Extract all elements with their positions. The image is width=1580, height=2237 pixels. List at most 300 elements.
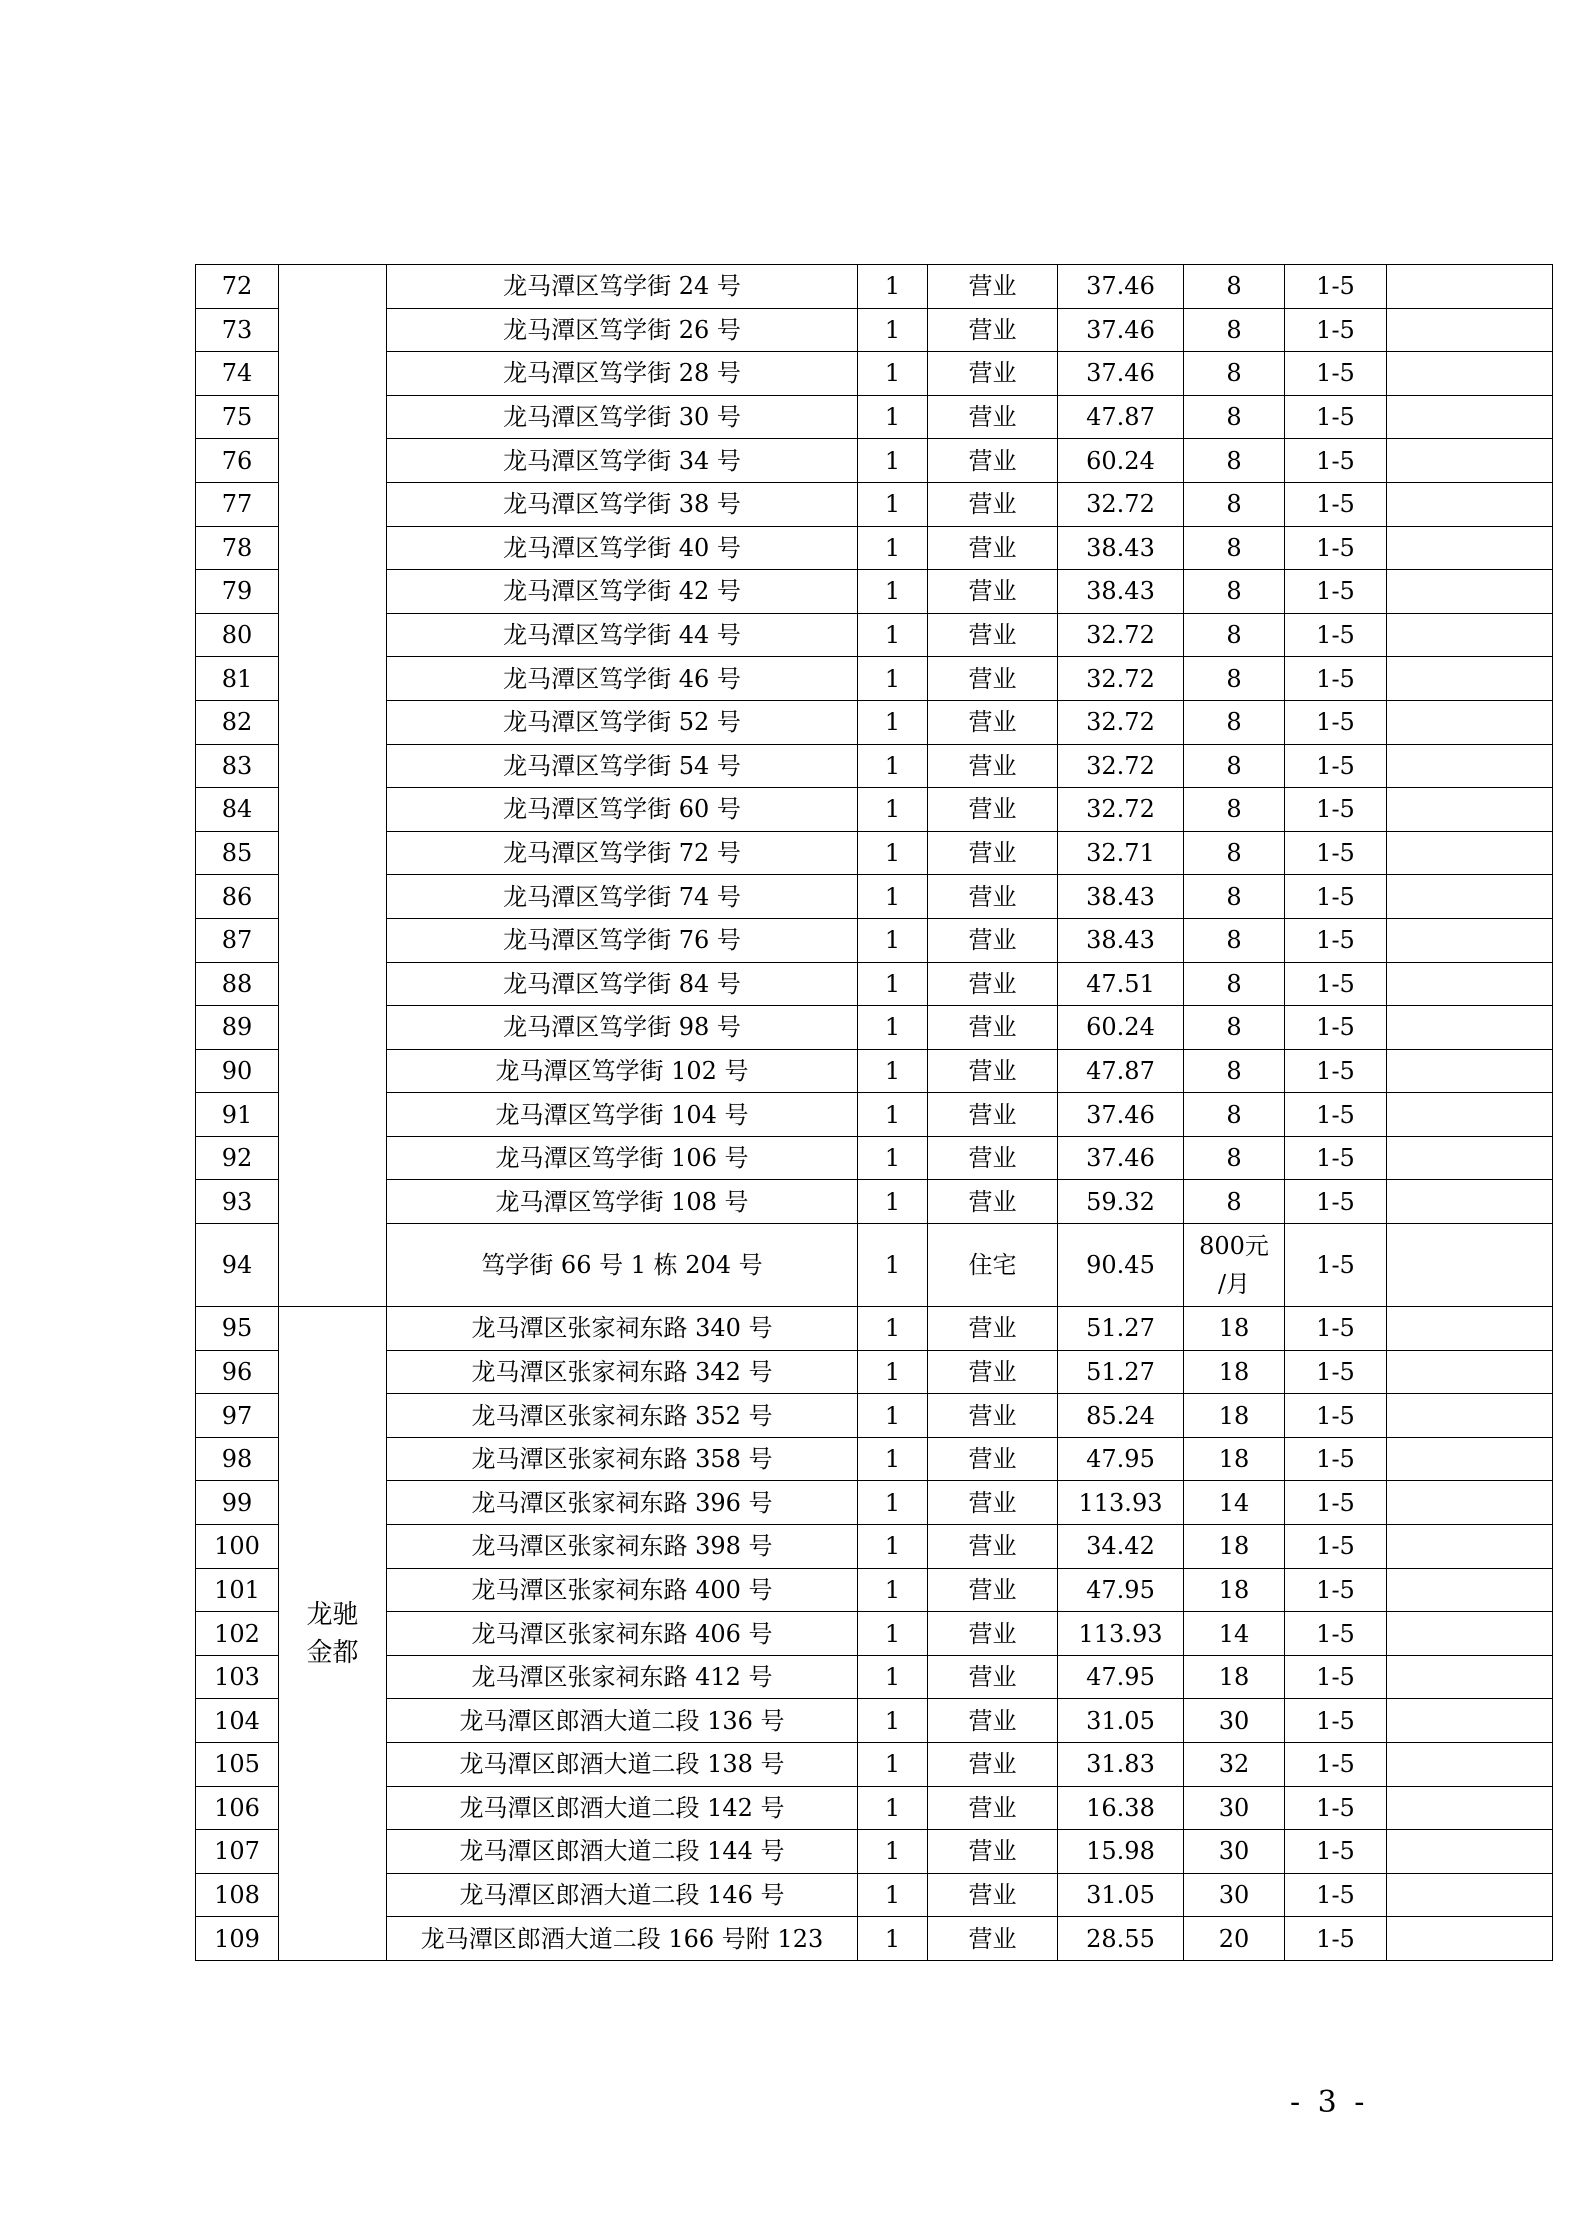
usage-cell: 营业: [928, 570, 1058, 614]
term-cell: 1-5: [1285, 1180, 1387, 1224]
term-cell: 1-5: [1285, 1481, 1387, 1525]
row-number-cell: 80: [196, 613, 279, 657]
quantity-cell: 1: [858, 1394, 928, 1438]
usage-cell: 营业: [928, 744, 1058, 788]
area-cell: 38.43: [1058, 526, 1184, 570]
rent-cell: 18: [1184, 1394, 1285, 1438]
table-row: [196, 700, 1553, 744]
area-cell: 37.46: [1058, 308, 1184, 352]
row-number-cell: 79: [196, 570, 279, 614]
quantity-cell: 1: [858, 308, 928, 352]
table-row: [196, 1481, 1553, 1525]
area-cell: 47.87: [1058, 395, 1184, 439]
quantity-cell: 1: [858, 482, 928, 526]
table-row: [196, 962, 1553, 1006]
note-cell: [1387, 352, 1553, 396]
rent-cell: 8: [1184, 1136, 1285, 1180]
row-number-cell: 84: [196, 788, 279, 832]
row-number-cell: 93: [196, 1180, 279, 1224]
usage-cell: 营业: [928, 352, 1058, 396]
term-cell: 1-5: [1285, 1873, 1387, 1917]
area-cell: 59.32: [1058, 1180, 1184, 1224]
address-cell: 龙马潭区张家祠东路 412 号: [387, 1655, 858, 1699]
table-row: [196, 1049, 1553, 1093]
usage-cell: 营业: [928, 1307, 1058, 1351]
quantity-cell: 1: [858, 1873, 928, 1917]
row-number-cell: 94: [196, 1224, 279, 1307]
area-cell: 47.95: [1058, 1568, 1184, 1612]
row-number-cell: 88: [196, 962, 279, 1006]
area-cell: 38.43: [1058, 570, 1184, 614]
rent-cell: 14: [1184, 1612, 1285, 1656]
term-cell: 1-5: [1285, 1699, 1387, 1743]
address-cell: 龙马潭区笃学街 52 号: [387, 700, 858, 744]
usage-cell: 营业: [928, 1655, 1058, 1699]
usage-cell: 营业: [928, 526, 1058, 570]
quantity-cell: 1: [858, 439, 928, 483]
address-cell: 笃学街 66 号 1 栋 204 号: [387, 1224, 858, 1307]
note-cell: [1387, 1612, 1553, 1656]
usage-cell: 营业: [928, 265, 1058, 309]
area-cell: 37.46: [1058, 265, 1184, 309]
term-cell: 1-5: [1285, 1568, 1387, 1612]
rent-cell: [1184, 1224, 1285, 1307]
table-row: [196, 265, 1553, 309]
rent-cell: 30: [1184, 1786, 1285, 1830]
rent-cell: 18: [1184, 1568, 1285, 1612]
table-row: [196, 308, 1553, 352]
table-row: [196, 1093, 1553, 1137]
table-row: [196, 1873, 1553, 1917]
usage-cell: 营业: [928, 1830, 1058, 1874]
quantity-cell: 1: [858, 265, 928, 309]
term-cell: 1-5: [1285, 1786, 1387, 1830]
note-cell: [1387, 1743, 1553, 1787]
row-number-cell: 72: [196, 265, 279, 309]
usage-cell: 营业: [928, 1394, 1058, 1438]
row-number-cell: 91: [196, 1093, 279, 1137]
address-cell: 龙马潭区笃学街 98 号: [387, 1006, 858, 1050]
rent-cell: 8: [1184, 395, 1285, 439]
note-cell: [1387, 1180, 1553, 1224]
table-row: [196, 1350, 1553, 1394]
row-number-cell: 74: [196, 352, 279, 396]
usage-cell: 营业: [928, 1049, 1058, 1093]
table-row: [196, 570, 1553, 614]
area-cell: 47.87: [1058, 1049, 1184, 1093]
quantity-cell: 1: [858, 1180, 928, 1224]
rent-cell: 8: [1184, 613, 1285, 657]
rent-cell: 18: [1184, 1655, 1285, 1699]
area-cell: 32.72: [1058, 700, 1184, 744]
note-cell: [1387, 1873, 1553, 1917]
usage-cell: 营业: [928, 700, 1058, 744]
quantity-cell: 1: [858, 1699, 928, 1743]
quantity-cell: 1: [858, 570, 928, 614]
row-number-cell: 100: [196, 1525, 279, 1569]
address-cell: 龙马潭区郎酒大道二段 138 号: [387, 1743, 858, 1787]
table-row: [196, 1743, 1553, 1787]
row-number-cell: 99: [196, 1481, 279, 1525]
note-cell: [1387, 788, 1553, 832]
note-cell: [1387, 308, 1553, 352]
term-cell: 1-5: [1285, 1655, 1387, 1699]
note-cell: [1387, 1655, 1553, 1699]
quantity-cell: 1: [858, 1830, 928, 1874]
quantity-cell: 1: [858, 1049, 928, 1093]
usage-cell: 营业: [928, 1350, 1058, 1394]
term-cell: 1-5: [1285, 1093, 1387, 1137]
usage-cell: 营业: [928, 613, 1058, 657]
usage-cell: 营业: [928, 308, 1058, 352]
table-row: [196, 1307, 1553, 1351]
usage-cell: 营业: [928, 482, 1058, 526]
usage-cell: 营业: [928, 1743, 1058, 1787]
row-number-cell: 89: [196, 1006, 279, 1050]
area-cell: 34.42: [1058, 1525, 1184, 1569]
note-cell: [1387, 482, 1553, 526]
area-cell: 31.83: [1058, 1743, 1184, 1787]
term-cell: 1-5: [1285, 482, 1387, 526]
quantity-cell: 1: [858, 526, 928, 570]
usage-cell: 营业: [928, 1786, 1058, 1830]
row-number-cell: 85: [196, 831, 279, 875]
area-cell: 31.05: [1058, 1699, 1184, 1743]
note-cell: [1387, 1830, 1553, 1874]
row-number-cell: 86: [196, 875, 279, 919]
note-cell: [1387, 1525, 1553, 1569]
row-number-cell: 101: [196, 1568, 279, 1612]
term-cell: 1-5: [1285, 1525, 1387, 1569]
note-cell: [1387, 918, 1553, 962]
usage-cell: 营业: [928, 875, 1058, 919]
table-row: [196, 1136, 1553, 1180]
term-cell: 1-5: [1285, 1224, 1387, 1307]
term-cell: 1-5: [1285, 352, 1387, 396]
rent-cell: 8: [1184, 831, 1285, 875]
rent-cell: 18: [1184, 1307, 1285, 1351]
usage-cell: 营业: [928, 1612, 1058, 1656]
usage-cell: 营业: [928, 1481, 1058, 1525]
row-number-cell: 109: [196, 1917, 279, 1961]
quantity-cell: 1: [858, 1136, 928, 1180]
group-name-cell: [279, 265, 387, 1307]
note-cell: [1387, 700, 1553, 744]
table-row: [196, 1525, 1553, 1569]
rent-cell: 8: [1184, 265, 1285, 309]
note-cell: [1387, 1049, 1553, 1093]
usage-cell: 营业: [928, 1180, 1058, 1224]
usage-cell: 营业: [928, 1917, 1058, 1961]
table-row: [196, 744, 1553, 788]
table-row: [196, 1224, 1553, 1307]
term-cell: 1-5: [1285, 1743, 1387, 1787]
area-cell: 37.46: [1058, 352, 1184, 396]
rent-cell: 18: [1184, 1525, 1285, 1569]
table-row: [196, 1006, 1553, 1050]
note-cell: [1387, 875, 1553, 919]
rent-cell: 8: [1184, 1049, 1285, 1093]
quantity-cell: 1: [858, 1655, 928, 1699]
note-cell: [1387, 657, 1553, 701]
quantity-cell: 1: [858, 700, 928, 744]
note-cell: [1387, 1699, 1553, 1743]
table-row: [196, 1699, 1553, 1743]
row-number-cell: 102: [196, 1612, 279, 1656]
row-number-cell: 95: [196, 1307, 279, 1351]
usage-cell: 住宅: [928, 1224, 1058, 1307]
term-cell: 1-5: [1285, 439, 1387, 483]
term-cell: 1-5: [1285, 788, 1387, 832]
rent-cell: 8: [1184, 526, 1285, 570]
note-cell: [1387, 1093, 1553, 1137]
address-cell: 龙马潭区笃学街 44 号: [387, 613, 858, 657]
address-cell: 龙马潭区笃学街 104 号: [387, 1093, 858, 1137]
row-number-cell: 98: [196, 1437, 279, 1481]
note-cell: [1387, 395, 1553, 439]
table-row: [196, 918, 1553, 962]
row-number-cell: 104: [196, 1699, 279, 1743]
address-cell: 龙马潭区郎酒大道二段 144 号: [387, 1830, 858, 1874]
address-cell: 龙马潭区郎酒大道二段 166 号附 123: [387, 1917, 858, 1961]
address-cell: 龙马潭区郎酒大道二段 136 号: [387, 1699, 858, 1743]
rent-cell: 14: [1184, 1481, 1285, 1525]
note-cell: [1387, 439, 1553, 483]
address-cell: 龙马潭区郎酒大道二段 146 号: [387, 1873, 858, 1917]
area-cell: 32.71: [1058, 831, 1184, 875]
address-cell: 龙马潭区笃学街 46 号: [387, 657, 858, 701]
quantity-cell: 1: [858, 875, 928, 919]
rent-line: /月: [1217, 1270, 1251, 1299]
term-cell: 1-5: [1285, 962, 1387, 1006]
address-cell: 龙马潭区笃学街 24 号: [387, 265, 858, 309]
term-cell: 1-5: [1285, 657, 1387, 701]
address-cell: 龙马潭区张家祠东路 352 号: [387, 1394, 858, 1438]
address-cell: 龙马潭区张家祠东路 398 号: [387, 1525, 858, 1569]
table-row: [196, 657, 1553, 701]
rent-cell: 18: [1184, 1437, 1285, 1481]
table-row: [196, 1830, 1553, 1874]
address-cell: 龙马潭区笃学街 26 号: [387, 308, 858, 352]
area-cell: 16.38: [1058, 1786, 1184, 1830]
table-row: [196, 1655, 1553, 1699]
address-cell: 龙马潭区张家祠东路 358 号: [387, 1437, 858, 1481]
usage-cell: 营业: [928, 1093, 1058, 1137]
term-cell: 1-5: [1285, 1136, 1387, 1180]
row-number-cell: 103: [196, 1655, 279, 1699]
area-cell: 47.95: [1058, 1437, 1184, 1481]
area-cell: 47.51: [1058, 962, 1184, 1006]
note-cell: [1387, 570, 1553, 614]
usage-cell: 营业: [928, 1525, 1058, 1569]
rent-cell: 8: [1184, 700, 1285, 744]
rent-cell: 8: [1184, 1180, 1285, 1224]
term-cell: 1-5: [1285, 1917, 1387, 1961]
rent-cell: 8: [1184, 962, 1285, 1006]
row-number-cell: 76: [196, 439, 279, 483]
usage-cell: 营业: [928, 1699, 1058, 1743]
note-cell: [1387, 831, 1553, 875]
term-cell: 1-5: [1285, 875, 1387, 919]
quantity-cell: 1: [858, 1525, 928, 1569]
address-cell: 龙马潭区笃学街 108 号: [387, 1180, 858, 1224]
table-row: [196, 1786, 1553, 1830]
row-number-cell: 97: [196, 1394, 279, 1438]
area-cell: 90.45: [1058, 1224, 1184, 1307]
quantity-cell: 1: [858, 1568, 928, 1612]
address-cell: 龙马潭区笃学街 76 号: [387, 918, 858, 962]
term-cell: 1-5: [1285, 918, 1387, 962]
quantity-cell: 1: [858, 395, 928, 439]
row-number-cell: 82: [196, 700, 279, 744]
row-number-cell: 77: [196, 482, 279, 526]
area-cell: 32.72: [1058, 482, 1184, 526]
note-cell: [1387, 1394, 1553, 1438]
area-cell: 28.55: [1058, 1917, 1184, 1961]
area-cell: 85.24: [1058, 1394, 1184, 1438]
note-cell: [1387, 1136, 1553, 1180]
table-row: [196, 352, 1553, 396]
address-cell: 龙马潭区笃学街 30 号: [387, 395, 858, 439]
quantity-cell: 1: [858, 744, 928, 788]
row-number-cell: 83: [196, 744, 279, 788]
quantity-cell: 1: [858, 1350, 928, 1394]
note-cell: [1387, 526, 1553, 570]
quantity-cell: 1: [858, 1437, 928, 1481]
address-cell: 龙马潭区笃学街 72 号: [387, 831, 858, 875]
group-name-cell: [279, 1307, 387, 1961]
rent-cell: 30: [1184, 1830, 1285, 1874]
table-row: [196, 831, 1553, 875]
area-cell: 32.72: [1058, 613, 1184, 657]
table-row: [196, 1394, 1553, 1438]
group-name-line: 龙驰: [306, 1599, 359, 1630]
usage-cell: 营业: [928, 788, 1058, 832]
address-cell: 龙马潭区笃学街 102 号: [387, 1049, 858, 1093]
quantity-cell: 1: [858, 1224, 928, 1307]
row-number-cell: 107: [196, 1830, 279, 1874]
table-body: [196, 265, 1553, 1961]
usage-cell: 营业: [928, 1437, 1058, 1481]
address-cell: 龙马潭区张家祠东路 400 号: [387, 1568, 858, 1612]
note-cell: [1387, 1006, 1553, 1050]
note-cell: [1387, 962, 1553, 1006]
usage-cell: 营业: [928, 1136, 1058, 1180]
usage-cell: 营业: [928, 1006, 1058, 1050]
usage-cell: 营业: [928, 439, 1058, 483]
table-row: [196, 875, 1553, 919]
row-number-cell: 92: [196, 1136, 279, 1180]
area-cell: 32.72: [1058, 788, 1184, 832]
table-row: [196, 613, 1553, 657]
term-cell: 1-5: [1285, 744, 1387, 788]
quantity-cell: 1: [858, 352, 928, 396]
note-cell: [1387, 1917, 1553, 1961]
rent-cell: 8: [1184, 875, 1285, 919]
address-cell: 龙马潭区笃学街 34 号: [387, 439, 858, 483]
term-cell: 1-5: [1285, 265, 1387, 309]
term-cell: 1-5: [1285, 613, 1387, 657]
quantity-cell: 1: [858, 1917, 928, 1961]
rent-cell: 8: [1184, 744, 1285, 788]
note-cell: [1387, 1437, 1553, 1481]
area-cell: 51.27: [1058, 1350, 1184, 1394]
area-cell: 15.98: [1058, 1830, 1184, 1874]
area-cell: 113.93: [1058, 1612, 1184, 1656]
address-cell: 龙马潭区笃学街 84 号: [387, 962, 858, 1006]
address-cell: 龙马潭区笃学街 54 号: [387, 744, 858, 788]
area-cell: 60.24: [1058, 439, 1184, 483]
address-cell: 龙马潭区张家祠东路 406 号: [387, 1612, 858, 1656]
table-row: [196, 788, 1553, 832]
usage-cell: 营业: [928, 395, 1058, 439]
quantity-cell: 1: [858, 1612, 928, 1656]
row-number-cell: 73: [196, 308, 279, 352]
note-cell: [1387, 1224, 1553, 1307]
quantity-cell: 1: [858, 657, 928, 701]
rent-cell: 30: [1184, 1699, 1285, 1743]
rent-cell: 30: [1184, 1873, 1285, 1917]
area-cell: 37.46: [1058, 1136, 1184, 1180]
area-cell: 37.46: [1058, 1093, 1184, 1137]
row-number-cell: 81: [196, 657, 279, 701]
term-cell: 1-5: [1285, 526, 1387, 570]
row-number-cell: 87: [196, 918, 279, 962]
term-cell: 1-5: [1285, 1830, 1387, 1874]
area-cell: 113.93: [1058, 1481, 1184, 1525]
note-cell: [1387, 1350, 1553, 1394]
table-row: [196, 1180, 1553, 1224]
address-cell: 龙马潭区张家祠东路 340 号: [387, 1307, 858, 1351]
table-row: [196, 395, 1553, 439]
row-number-cell: 90: [196, 1049, 279, 1093]
note-cell: [1387, 1307, 1553, 1351]
address-cell: 龙马潭区笃学街 28 号: [387, 352, 858, 396]
term-cell: 1-5: [1285, 700, 1387, 744]
usage-cell: 营业: [928, 831, 1058, 875]
term-cell: 1-5: [1285, 1612, 1387, 1656]
rent-cell: 18: [1184, 1350, 1285, 1394]
usage-cell: 营业: [928, 962, 1058, 1006]
area-cell: 38.43: [1058, 875, 1184, 919]
address-cell: 龙马潭区笃学街 38 号: [387, 482, 858, 526]
address-cell: 龙马潭区笃学街 42 号: [387, 570, 858, 614]
rent-cell: 20: [1184, 1917, 1285, 1961]
page-number: - 3 -: [1290, 2085, 1369, 2120]
address-cell: 龙马潭区笃学街 74 号: [387, 875, 858, 919]
area-cell: 32.72: [1058, 744, 1184, 788]
note-cell: [1387, 744, 1553, 788]
rent-cell: 32: [1184, 1743, 1285, 1787]
term-cell: 1-5: [1285, 1307, 1387, 1351]
address-cell: 龙马潭区笃学街 60 号: [387, 788, 858, 832]
term-cell: 1-5: [1285, 570, 1387, 614]
table-row: [196, 482, 1553, 526]
table-row: [196, 1917, 1553, 1961]
area-cell: 38.43: [1058, 918, 1184, 962]
rent-cell: 8: [1184, 1093, 1285, 1137]
term-cell: 1-5: [1285, 395, 1387, 439]
quantity-cell: 1: [858, 1307, 928, 1351]
quantity-cell: 1: [858, 1006, 928, 1050]
quantity-cell: 1: [858, 831, 928, 875]
rent-cell: 8: [1184, 482, 1285, 526]
table-row: [196, 1437, 1553, 1481]
term-cell: 1-5: [1285, 1394, 1387, 1438]
rent-line: 800元: [1199, 1232, 1269, 1261]
table-row: [196, 526, 1553, 570]
rent-cell: 8: [1184, 570, 1285, 614]
